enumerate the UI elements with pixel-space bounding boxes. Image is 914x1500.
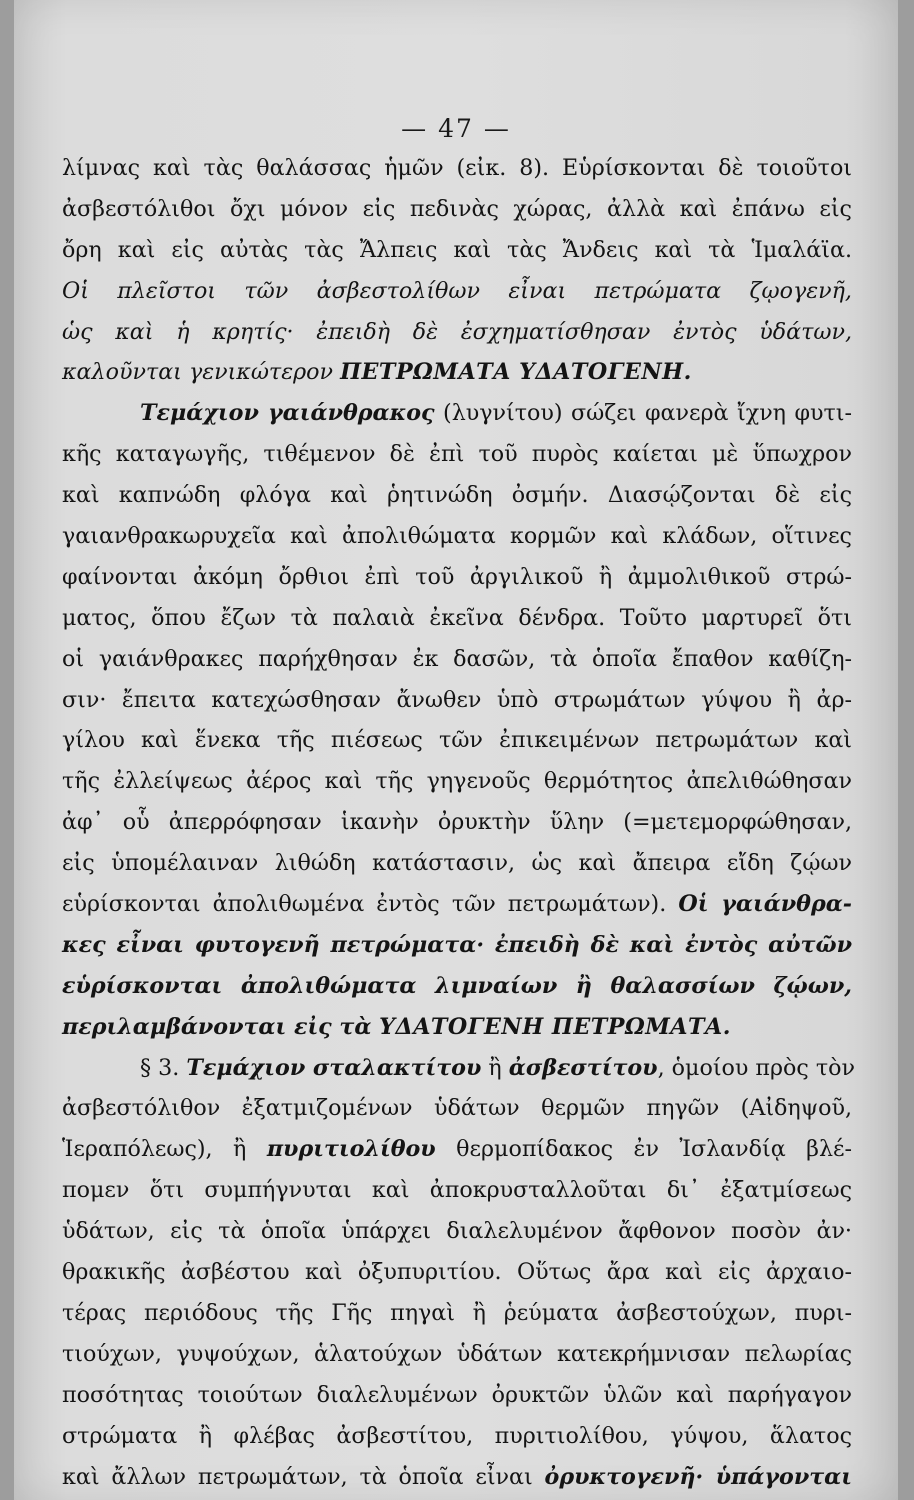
- text-run: Τεμάχιον σταλακτίτου: [186, 1054, 482, 1081]
- text-line: [62, 230, 852, 271]
- text-run: γίλου καὶ ἕνεκα τῆς πιέσεως τῶν ἐπικειμένων πετρωμάτων καὶ: [62, 727, 852, 754]
- text-run: σιν· ἔπειτα κατεχώσθησαν ἄνωθεν ὑπὸ στρωμάτων γύψου ἢ ἀρ-: [62, 686, 852, 713]
- text-run: ἀσβεστόλιθοι ὄχι μόνον εἰς πεδινὰς χώρας, ἀλλὰ καὶ ἐπάνω εἰς: [62, 195, 852, 222]
- text-line: [62, 1457, 852, 1498]
- text-line: [62, 1416, 852, 1457]
- text-run: πυριτιολίθου: [266, 1136, 436, 1163]
- text-line: [62, 884, 852, 925]
- text-run: Οἱ πλεῖστοι τῶν ἀσβεστολίθων εἶναι πετρώματα ζῳογενῆ,: [62, 277, 852, 304]
- text-line: [62, 557, 852, 598]
- text-line: [62, 148, 852, 189]
- text-run: ἢ: [481, 1054, 509, 1081]
- text-run: καλοῦνται γενικώτερον: [62, 359, 341, 386]
- text-line: [62, 393, 852, 434]
- text-line: [62, 1007, 852, 1048]
- text-line: [62, 1334, 852, 1375]
- text-run: κῆς καταγωγῆς, τιθέμενον δὲ ἐπὶ τοῦ πυρὸς καίεται μὲ ὕπωχρον: [62, 441, 852, 468]
- text-run: πομεν ὅτι συμπήγνυται καὶ ἀποκρυσταλλοῦται δι᾽ ἐξατμίσεως: [62, 1177, 852, 1204]
- text-run: , ὁμοίου πρὸς τὸν: [657, 1054, 856, 1081]
- text-run: ματος, ὅπου ἔζων τὰ παλαιὰ ἐκεῖνα δένδρα. Τοῦτο μαρτυρεῖ ὅτι: [62, 604, 852, 631]
- text-run: ὑδάτων, εἰς τὰ ὁποῖα ὑπάρχει διαλελυμένον ἄφθονον ποσὸν ἀν·: [62, 1218, 852, 1245]
- text-line: [62, 475, 852, 516]
- text-run: τῆς ἐλλείψεως ἀέρος καὶ τῆς γηγενοῦς θερμότητος ἀπελιθώθησαν: [62, 768, 852, 795]
- text-run: στρώματα ἢ φλέβας ἀσβεστίτου, πυριτιολίθου, γύψου, ἅλατος: [62, 1422, 852, 1449]
- text-line: [62, 639, 852, 680]
- text-run: εὑρίσκονται ἀπολιθωμένα ἐντὸς τῶν πετρωμάτων).: [62, 891, 679, 918]
- text-run: ἀσβεστόλιθον ἐξατμιζομένων ὑδάτων θερμῶν πηγῶν (Αἰδηψοῦ,: [62, 1095, 852, 1122]
- text-line: [62, 1170, 852, 1211]
- page-number: — 47 —: [401, 114, 511, 143]
- text-line: [62, 516, 852, 557]
- text-run: ὄρη καὶ εἰς αὐτὰς τὰς Ἄλπεις καὶ τὰς Ἄνδεις καὶ τὰ Ἱμαλάϊα.: [62, 236, 852, 263]
- text-line: [62, 271, 852, 312]
- text-line: [62, 1088, 852, 1129]
- text-run: κες εἶναι φυτογενῆ πετρώματα· ἐπειδὴ δὲ καὶ ἐντὸς αὐτῶν: [62, 931, 852, 958]
- text-run: ποσότητας τοιούτων διαλελυμένων ὀρυκτῶν ὑλῶν καὶ παρήγαγον: [62, 1381, 852, 1408]
- text-line: [62, 352, 852, 393]
- text-run: θρακικῆς ἀσβέστου καὶ ὀξυπυριτίου. Οὕτως ἄρα καὶ εἰς ἀρχαιο-: [62, 1259, 852, 1286]
- text-run: § 3.: [140, 1054, 187, 1081]
- text-line: [62, 434, 852, 475]
- text-run: τέρας περιόδους τῆς Γῆς πηγαὶ ἢ ῥεύματα ἀσβεστούχων, πυρι-: [62, 1299, 852, 1326]
- text-line: [62, 1129, 852, 1170]
- body-text: [62, 148, 856, 1497]
- text-line: [62, 1048, 856, 1089]
- text-run: τιούχων, γυψούχων, ἁλατούχων ὑδάτων κατεκρήμνισαν πελωρίας: [62, 1340, 852, 1367]
- text-run: Ἱεραπόλεως), ἢ: [62, 1136, 267, 1163]
- text-line: [62, 720, 852, 761]
- text-run: θερμοπίδακος ἐν Ἰσλανδίᾳ βλέ-: [435, 1136, 853, 1163]
- text-line: [62, 1211, 852, 1252]
- text-line: [62, 1252, 852, 1293]
- text-line: [62, 1375, 852, 1416]
- text-line: [62, 761, 852, 802]
- text-run: (λυγνίτου) σώζει φανερὰ ἴχνη φυτι-: [434, 400, 852, 427]
- text-run: εὑρίσκονται ἀπολιθώματα λιμναίων ἢ θαλασσίων ζῴων,: [62, 972, 852, 999]
- text-run: ΠΕΤΡΩΜΑΤΑ ΥΔΑΤΟΓΕΝΗ.: [340, 359, 692, 386]
- text-run: Τεμάχιον γαιάνθρακος: [140, 400, 435, 427]
- text-line: [62, 1293, 852, 1334]
- text-run: ἀφ᾽ οὗ ἀπερρόφησαν ἱκανὴν ὀρυκτὴν ὕλην (=μετεμορφώθησαν,: [62, 809, 852, 836]
- text-run: καὶ καπνώδη φλόγα καὶ ῥητινώδη ὀσμήν. Διασῴζονται δὲ εἰς: [62, 482, 852, 509]
- text-run: ΥΔΑΤΟΓΕΝΗ ΠΕΤΡΩΜΑΤΑ.: [379, 1013, 731, 1040]
- text-line: [62, 598, 852, 639]
- text-run: περιλαμβάνονται εἰς τὰ: [62, 1013, 380, 1040]
- text-run: λίμνας καὶ τὰς θαλάσσας ἡμῶν (εἰκ. 8). Εὑρίσκονται δὲ τοιοῦτοι: [62, 155, 852, 181]
- text-run: οἱ γαιάνθρακες παρήχθησαν ἐκ δασῶν, τὰ ὁποῖα ἔπαθον καθίζη-: [62, 645, 852, 672]
- text-run: Οἱ γαιάνθρα-: [678, 891, 852, 918]
- text-run: ὀρυκτογενῆ· ὑπάγονται: [544, 1463, 852, 1490]
- text-line: [62, 843, 852, 884]
- text-line: [62, 925, 852, 966]
- text-run: ὡς καὶ ἡ κρητίς· ἐπειδὴ δὲ ἐσχηματίσθησαν ἐντὸς ὑδάτων,: [62, 318, 852, 345]
- text-line: [62, 802, 852, 843]
- text-line: [62, 966, 852, 1007]
- text-run: καὶ ἄλλων πετρωμάτων, τὰ ὁποῖα εἶναι: [62, 1463, 545, 1490]
- text-line: [62, 680, 852, 721]
- book-page: [14, 0, 898, 1500]
- text-run: εἰς ὑπομέλαιναν λιθώδη κατάστασιν, ὡς καὶ ἄπειρα εἴδη ζῴων: [62, 850, 852, 877]
- text-run: γαιανθρακωρυχεῖα καὶ ἀπολιθώματα κορμῶν καὶ κλάδων, οἵτινες: [62, 523, 852, 550]
- text-line: [62, 312, 852, 353]
- text-line: [62, 189, 852, 230]
- text-run: ἀσβεστίτου: [508, 1054, 658, 1081]
- text-run: φαίνονται ἀκόμη ὄρθιοι ἐπὶ τοῦ ἀργιλικοῦ ἢ ἀμμολιθικοῦ στρώ-: [62, 563, 852, 590]
